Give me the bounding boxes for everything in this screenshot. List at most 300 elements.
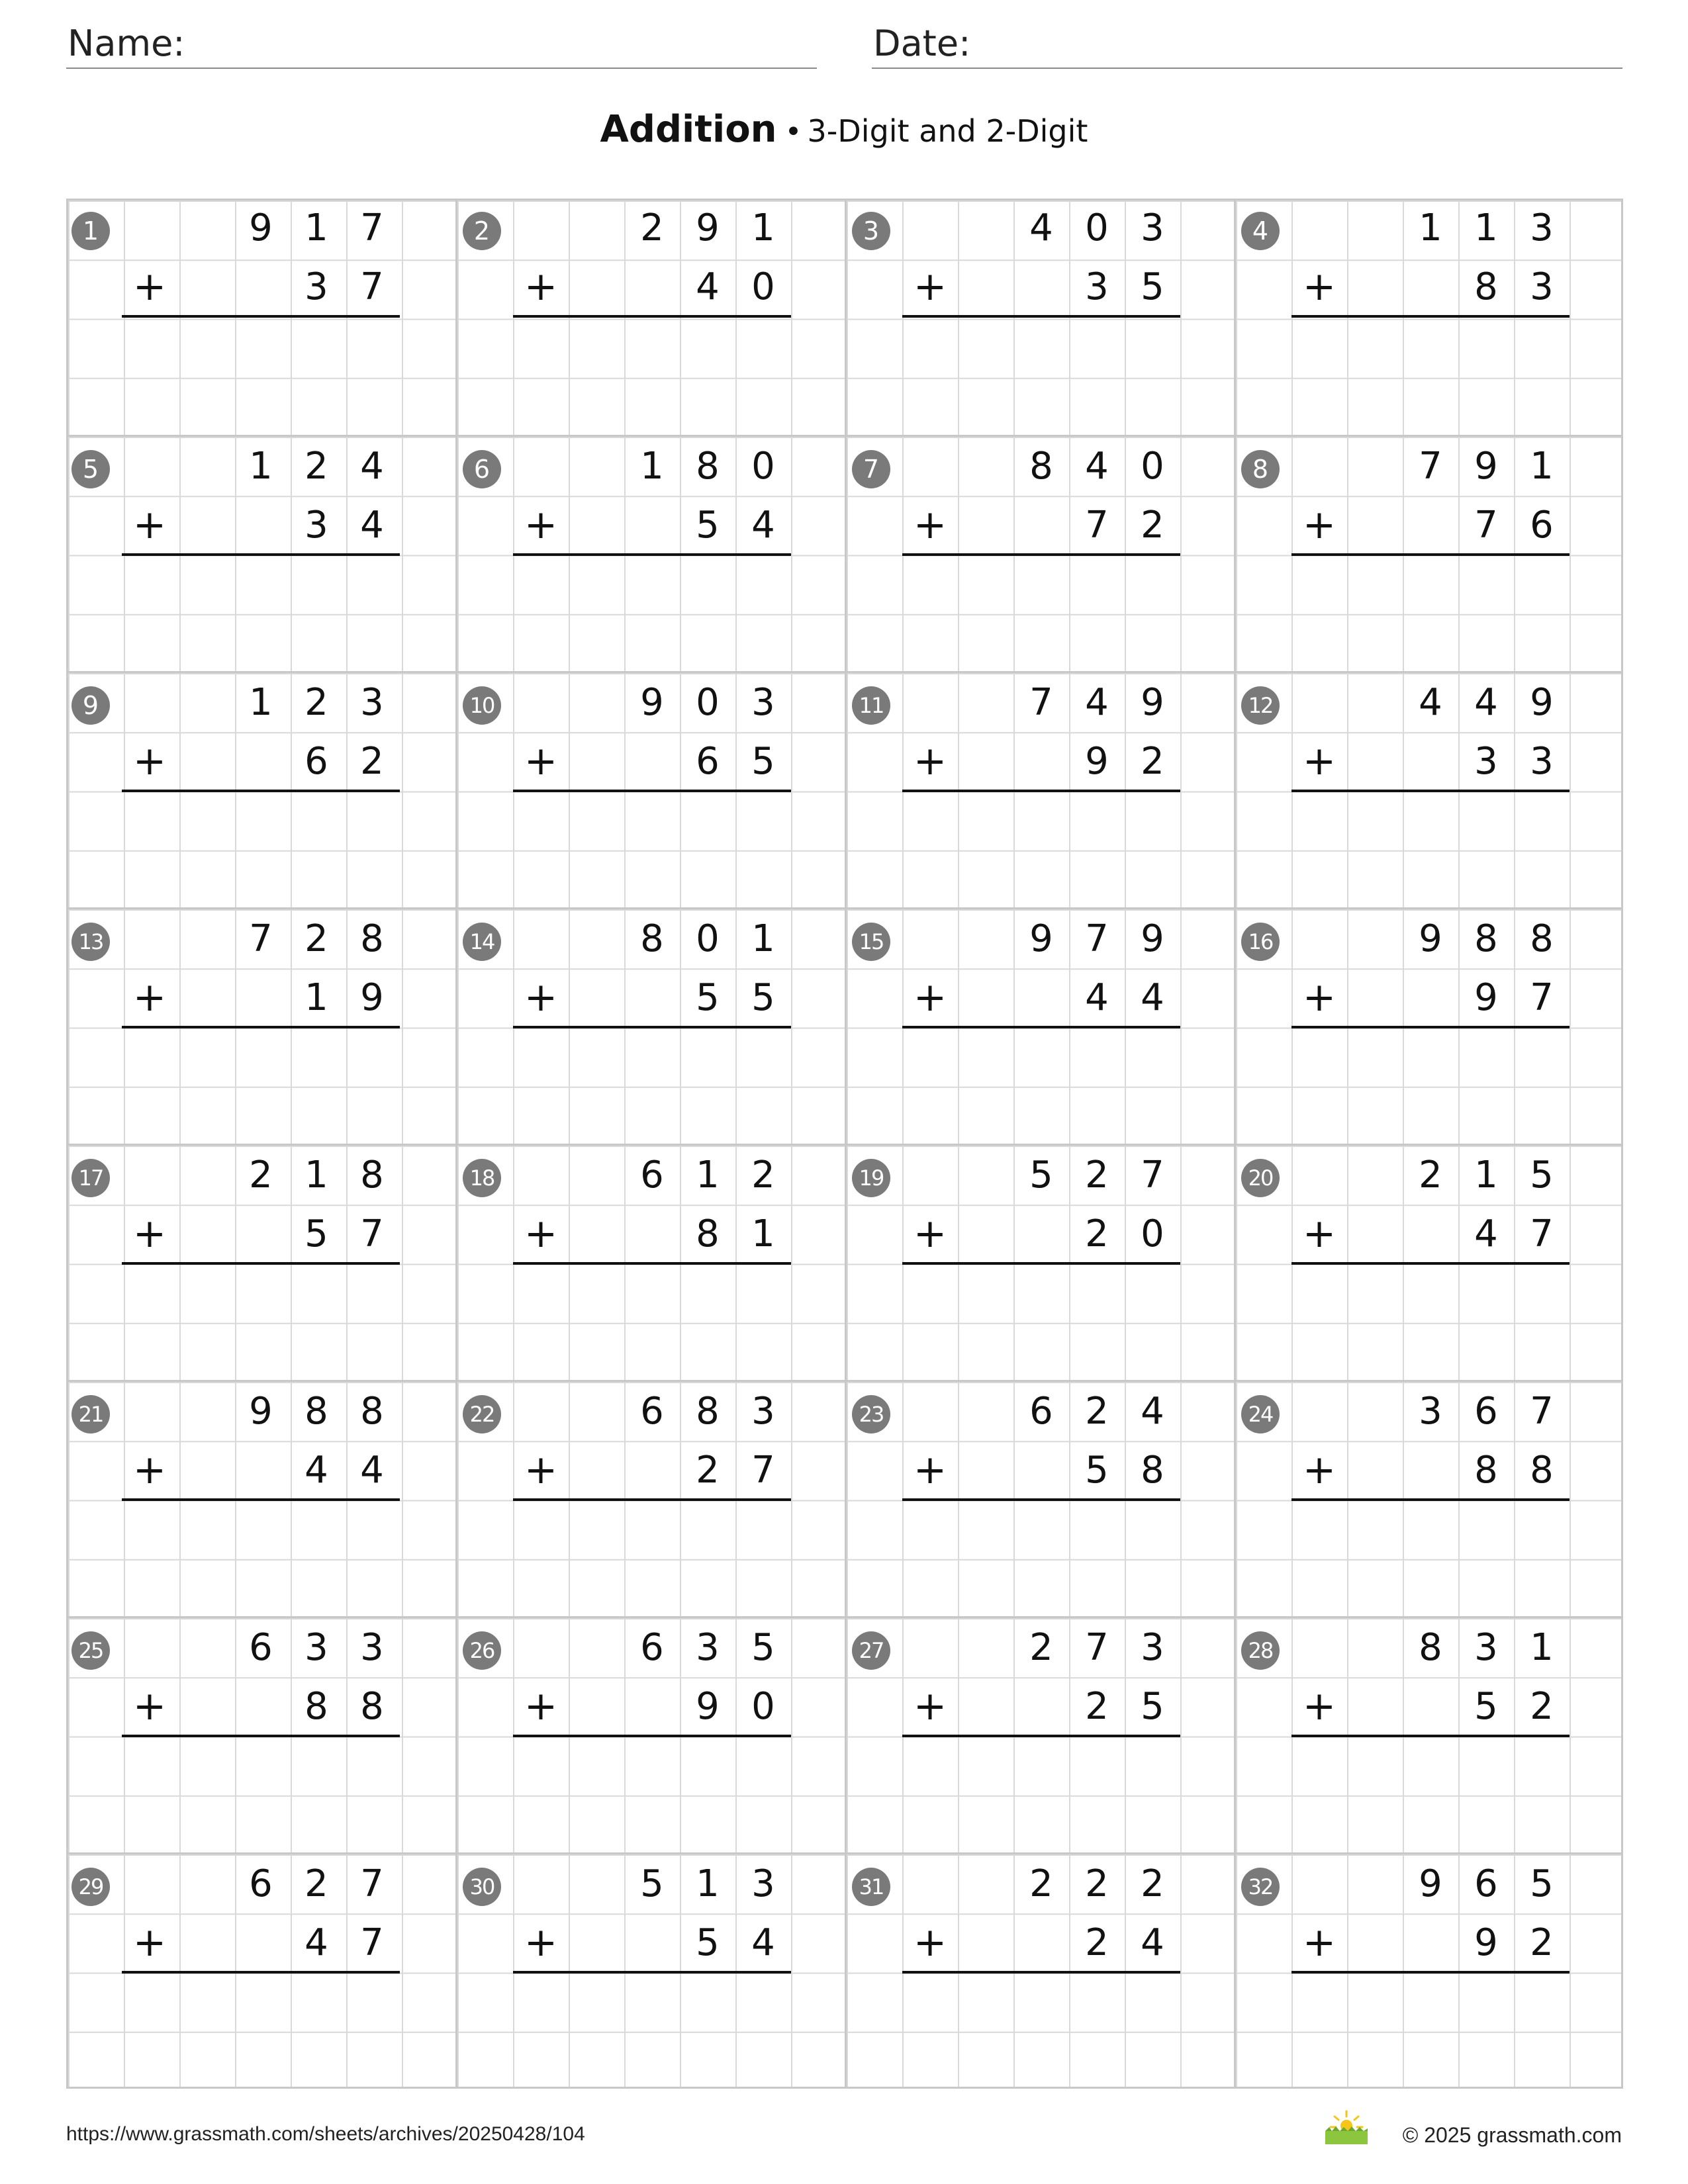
addend-top-digit: 1 bbox=[305, 206, 328, 250]
problem-number-badge: 29 bbox=[71, 1868, 110, 1906]
addend-top-digit: 7 bbox=[1530, 1390, 1554, 1433]
addend-bottom-digit: 3 bbox=[1530, 265, 1554, 309]
problem-17 bbox=[66, 1144, 455, 1380]
addend-bottom-digit: 3 bbox=[1474, 740, 1498, 784]
addend-top-digit: 1 bbox=[1530, 445, 1554, 488]
addend-bottom-digit: 5 bbox=[1141, 1685, 1164, 1729]
answer-line bbox=[122, 553, 400, 556]
problem-number-badge: 15 bbox=[852, 923, 890, 961]
plus-sign: + bbox=[913, 1447, 947, 1494]
addend-top-digit: 8 bbox=[640, 917, 664, 960]
problem-number-badge: 8 bbox=[1241, 450, 1280, 488]
answer-line bbox=[902, 1026, 1180, 1028]
problem-21 bbox=[66, 1380, 455, 1616]
addend-top-digit: 4 bbox=[1085, 445, 1109, 488]
answer-line bbox=[122, 790, 400, 792]
addend-top-digit: 2 bbox=[305, 681, 328, 724]
addend-bottom-digit: 8 bbox=[1474, 265, 1498, 309]
problem-number-badge: 1 bbox=[71, 212, 110, 250]
plus-sign: + bbox=[913, 738, 947, 785]
name-label: Name: bbox=[68, 23, 185, 64]
answer-line bbox=[902, 553, 1180, 556]
addend-top-digit: 0 bbox=[1085, 206, 1109, 250]
answer-line bbox=[122, 1971, 400, 1974]
addend-bottom-digit: 2 bbox=[1141, 740, 1164, 784]
problem-number-badge: 24 bbox=[1241, 1395, 1280, 1433]
addend-top-digit: 4 bbox=[1474, 681, 1498, 724]
answer-line bbox=[902, 1262, 1180, 1265]
plus-sign: + bbox=[132, 974, 167, 1021]
addend-bottom-digit: 6 bbox=[1530, 504, 1554, 547]
addend-top-digit: 9 bbox=[1419, 1862, 1442, 1905]
addend-bottom-digit: 2 bbox=[1530, 1685, 1554, 1729]
addend-top-digit: 1 bbox=[1530, 1626, 1554, 1669]
addend-bottom-digit: 4 bbox=[751, 504, 775, 547]
problem-1 bbox=[66, 199, 455, 435]
problem-14 bbox=[455, 907, 845, 1144]
addend-bottom-digit: 0 bbox=[1141, 1212, 1164, 1256]
problem-number-badge: 6 bbox=[463, 450, 501, 488]
problem-number-badge: 26 bbox=[463, 1631, 501, 1670]
addend-top-digit: 4 bbox=[1029, 206, 1053, 250]
plus-sign: + bbox=[524, 738, 558, 785]
problem-number-badge: 30 bbox=[463, 1868, 501, 1906]
addend-bottom-digit: 0 bbox=[751, 265, 775, 309]
problem-30 bbox=[455, 1852, 845, 2089]
addend-bottom-digit: 2 bbox=[1085, 1685, 1109, 1729]
plus-sign: + bbox=[913, 1210, 947, 1257]
addend-top-digit: 4 bbox=[1141, 1390, 1164, 1433]
addend-top-digit: 2 bbox=[1029, 1862, 1053, 1905]
addend-top-digit: 1 bbox=[1419, 206, 1442, 250]
problem-number-badge: 20 bbox=[1241, 1159, 1280, 1197]
addend-bottom-digit: 3 bbox=[1085, 265, 1109, 309]
addend-bottom-digit: 5 bbox=[751, 976, 775, 1020]
plus-sign: + bbox=[132, 738, 167, 785]
answer-line bbox=[1291, 1971, 1570, 1974]
problem-12 bbox=[1234, 671, 1623, 907]
addend-bottom-digit: 7 bbox=[360, 1921, 384, 1965]
addend-top-digit: 5 bbox=[640, 1862, 664, 1905]
answer-line bbox=[1291, 1026, 1570, 1028]
addend-top-digit: 3 bbox=[305, 1626, 328, 1669]
addend-top-digit: 1 bbox=[249, 445, 273, 488]
addend-top-digit: 3 bbox=[1474, 1626, 1498, 1669]
addend-bottom-digit: 8 bbox=[1474, 1449, 1498, 1492]
problem-number-badge: 13 bbox=[71, 923, 110, 961]
problem-number-badge: 7 bbox=[852, 450, 890, 488]
addend-top-digit: 8 bbox=[1530, 917, 1554, 960]
problem-2 bbox=[455, 199, 845, 435]
plus-sign: + bbox=[524, 1447, 558, 1494]
addend-bottom-digit: 4 bbox=[305, 1449, 328, 1492]
addend-top-digit: 4 bbox=[1419, 681, 1442, 724]
addend-top-digit: 8 bbox=[696, 1390, 720, 1433]
plus-sign: + bbox=[913, 263, 947, 310]
problem-25 bbox=[66, 1616, 455, 1852]
addend-top-digit: 9 bbox=[1141, 681, 1164, 724]
addend-bottom-digit: 8 bbox=[360, 1685, 384, 1729]
plus-sign: + bbox=[1302, 1447, 1336, 1494]
problem-number-badge: 11 bbox=[852, 686, 890, 725]
grass-sun-logo-icon bbox=[1323, 2109, 1370, 2146]
addend-top-digit: 2 bbox=[305, 1862, 328, 1905]
addend-top-digit: 6 bbox=[1029, 1390, 1053, 1433]
plus-sign: + bbox=[1302, 502, 1336, 549]
addend-bottom-digit: 5 bbox=[1474, 1685, 1498, 1729]
answer-line bbox=[1291, 1735, 1570, 1737]
problem-9 bbox=[66, 671, 455, 907]
addend-bottom-digit: 4 bbox=[751, 1921, 775, 1965]
addend-top-digit: 3 bbox=[751, 1390, 775, 1433]
answer-line bbox=[902, 1735, 1180, 1737]
addend-bottom-digit: 2 bbox=[360, 740, 384, 784]
addend-top-digit: 9 bbox=[1029, 917, 1053, 960]
plus-sign: + bbox=[1302, 1919, 1336, 1966]
answer-line bbox=[513, 1262, 791, 1265]
plus-sign: + bbox=[132, 1447, 167, 1494]
addend-bottom-digit: 8 bbox=[1141, 1449, 1164, 1492]
addend-bottom-digit: 5 bbox=[696, 1921, 720, 1965]
plus-sign: + bbox=[524, 1210, 558, 1257]
addend-bottom-digit: 3 bbox=[305, 504, 328, 547]
plus-sign: + bbox=[1302, 974, 1336, 1021]
addend-top-digit: 2 bbox=[1085, 1390, 1109, 1433]
name-field[interactable] bbox=[66, 20, 817, 69]
addend-bottom-digit: 9 bbox=[360, 976, 384, 1020]
addend-bottom-digit: 6 bbox=[696, 740, 720, 784]
addend-top-digit: 7 bbox=[1419, 445, 1442, 488]
answer-line bbox=[513, 1498, 791, 1501]
plus-sign: + bbox=[524, 1919, 558, 1966]
plus-sign: + bbox=[1302, 263, 1336, 310]
problem-29 bbox=[66, 1852, 455, 2089]
addend-top-digit: 4 bbox=[360, 445, 384, 488]
addend-top-digit: 3 bbox=[1419, 1390, 1442, 1433]
plus-sign: + bbox=[913, 1919, 947, 1966]
addend-bottom-digit: 4 bbox=[305, 1921, 328, 1965]
addend-top-digit: 6 bbox=[640, 1390, 664, 1433]
addend-top-digit: 1 bbox=[696, 1862, 720, 1905]
answer-line bbox=[1291, 315, 1570, 318]
addend-bottom-digit: 5 bbox=[305, 1212, 328, 1256]
problem-3 bbox=[845, 199, 1234, 435]
addend-top-digit: 9 bbox=[1419, 917, 1442, 960]
answer-line bbox=[513, 1026, 791, 1028]
problem-13 bbox=[66, 907, 455, 1144]
addend-top-digit: 8 bbox=[360, 917, 384, 960]
addend-top-digit: 7 bbox=[360, 1862, 384, 1905]
addend-bottom-digit: 3 bbox=[305, 265, 328, 309]
addend-bottom-digit: 8 bbox=[305, 1685, 328, 1729]
problem-number-badge: 10 bbox=[463, 686, 501, 725]
answer-line bbox=[513, 315, 791, 318]
addend-bottom-digit: 2 bbox=[1085, 1921, 1109, 1965]
addend-top-digit: 2 bbox=[1141, 1862, 1164, 1905]
addend-bottom-digit: 0 bbox=[751, 1685, 775, 1729]
addend-top-digit: 0 bbox=[696, 917, 720, 960]
addend-bottom-digit: 4 bbox=[360, 1449, 384, 1492]
problem-number-badge: 25 bbox=[71, 1631, 110, 1670]
answer-line bbox=[1291, 1262, 1570, 1265]
addend-top-digit: 4 bbox=[1085, 681, 1109, 724]
addend-bottom-digit: 9 bbox=[1474, 1921, 1498, 1965]
title-main: Addition bbox=[600, 108, 777, 151]
plus-sign: + bbox=[132, 1210, 167, 1257]
addend-top-digit: 7 bbox=[249, 917, 273, 960]
answer-line bbox=[1291, 1498, 1570, 1501]
addend-bottom-digit: 7 bbox=[360, 265, 384, 309]
addend-top-digit: 2 bbox=[751, 1154, 775, 1197]
addend-top-digit: 9 bbox=[1530, 681, 1554, 724]
addend-bottom-digit: 7 bbox=[751, 1449, 775, 1492]
problem-number-badge: 28 bbox=[1241, 1631, 1280, 1670]
addend-top-digit: 1 bbox=[249, 681, 273, 724]
addend-top-digit: 1 bbox=[696, 1154, 720, 1197]
problem-4 bbox=[1234, 199, 1623, 435]
worksheet-grid bbox=[66, 199, 1623, 2089]
addend-top-digit: 5 bbox=[751, 1626, 775, 1669]
addend-top-digit: 6 bbox=[1474, 1390, 1498, 1433]
addend-bottom-digit: 1 bbox=[751, 1212, 775, 1256]
problem-31 bbox=[845, 1852, 1234, 2089]
addend-bottom-digit: 7 bbox=[1530, 1212, 1554, 1256]
addend-bottom-digit: 4 bbox=[696, 265, 720, 309]
problem-number-badge: 22 bbox=[463, 1395, 501, 1433]
addend-top-digit: 9 bbox=[640, 681, 664, 724]
addend-top-digit: 2 bbox=[305, 917, 328, 960]
addend-top-digit: 9 bbox=[1474, 445, 1498, 488]
plus-sign: + bbox=[1302, 1210, 1336, 1257]
addend-bottom-digit: 2 bbox=[696, 1449, 720, 1492]
plus-sign: + bbox=[132, 1919, 167, 1966]
problem-number-badge: 32 bbox=[1241, 1868, 1280, 1906]
addend-top-digit: 6 bbox=[1474, 1862, 1498, 1905]
answer-line bbox=[122, 1262, 400, 1265]
addend-top-digit: 8 bbox=[360, 1154, 384, 1197]
addend-bottom-digit: 2 bbox=[1085, 1212, 1109, 1256]
addend-top-digit: 8 bbox=[305, 1390, 328, 1433]
problem-26 bbox=[455, 1616, 845, 1852]
title-bullet: • bbox=[784, 115, 802, 149]
plus-sign: + bbox=[132, 502, 167, 549]
problem-number-badge: 2 bbox=[463, 212, 501, 250]
addend-top-digit: 2 bbox=[1085, 1154, 1109, 1197]
addend-bottom-digit: 5 bbox=[696, 504, 720, 547]
addend-bottom-digit: 4 bbox=[1474, 1212, 1498, 1256]
problem-7 bbox=[845, 435, 1234, 671]
worksheet-title bbox=[0, 103, 1688, 165]
addend-bottom-digit: 8 bbox=[1530, 1449, 1554, 1492]
addend-bottom-digit: 9 bbox=[1085, 740, 1109, 784]
addend-top-digit: 6 bbox=[249, 1626, 273, 1669]
addend-top-digit: 3 bbox=[360, 1626, 384, 1669]
problem-16 bbox=[1234, 907, 1623, 1144]
problem-11 bbox=[845, 671, 1234, 907]
problem-number-badge: 5 bbox=[71, 450, 110, 488]
answer-line bbox=[902, 790, 1180, 792]
problem-number-badge: 17 bbox=[71, 1159, 110, 1197]
problem-23 bbox=[845, 1380, 1234, 1616]
addend-top-digit: 1 bbox=[1474, 206, 1498, 250]
addend-top-digit: 3 bbox=[1141, 1626, 1164, 1669]
addend-top-digit: 7 bbox=[360, 206, 384, 250]
addend-top-digit: 2 bbox=[1029, 1626, 1053, 1669]
addend-top-digit: 7 bbox=[1029, 681, 1053, 724]
answer-line bbox=[902, 1498, 1180, 1501]
problem-number-badge: 27 bbox=[852, 1631, 890, 1670]
addend-top-digit: 9 bbox=[249, 206, 273, 250]
answer-line bbox=[122, 1498, 400, 1501]
problem-number-badge: 3 bbox=[852, 212, 890, 250]
problem-number-badge: 21 bbox=[71, 1395, 110, 1433]
addend-top-digit: 2 bbox=[305, 445, 328, 488]
addend-top-digit: 9 bbox=[696, 206, 720, 250]
footer-url: https://www.grassmath.com/sheets/archives/20250428/104 bbox=[66, 2123, 585, 2145]
answer-line bbox=[513, 1971, 791, 1974]
problem-number-badge: 18 bbox=[463, 1159, 501, 1197]
addend-bottom-digit: 4 bbox=[1141, 976, 1164, 1020]
addend-bottom-digit: 4 bbox=[360, 504, 384, 547]
footer-copyright: © 2025 grassmath.com bbox=[1402, 2123, 1622, 2147]
date-field[interactable] bbox=[872, 20, 1622, 69]
addend-top-digit: 3 bbox=[751, 1862, 775, 1905]
answer-line bbox=[513, 553, 791, 556]
addend-bottom-digit: 9 bbox=[696, 1685, 720, 1729]
addend-top-digit: 0 bbox=[1141, 445, 1164, 488]
addend-top-digit: 2 bbox=[1085, 1862, 1109, 1905]
addend-top-digit: 8 bbox=[1474, 917, 1498, 960]
problem-6 bbox=[455, 435, 845, 671]
addend-top-digit: 0 bbox=[751, 445, 775, 488]
problem-number-badge: 23 bbox=[852, 1395, 890, 1433]
addend-bottom-digit: 8 bbox=[696, 1212, 720, 1256]
addend-top-digit: 3 bbox=[751, 681, 775, 724]
title-subtitle: 3-Digit and 2-Digit bbox=[807, 113, 1088, 149]
plus-sign: + bbox=[524, 974, 558, 1021]
problem-number-badge: 31 bbox=[852, 1868, 890, 1906]
addend-bottom-digit: 5 bbox=[751, 740, 775, 784]
problem-8 bbox=[1234, 435, 1623, 671]
addend-bottom-digit: 4 bbox=[1141, 1921, 1164, 1965]
problem-number-badge: 4 bbox=[1241, 212, 1280, 250]
addend-top-digit: 3 bbox=[1141, 206, 1164, 250]
addend-top-digit: 1 bbox=[751, 917, 775, 960]
addend-top-digit: 2 bbox=[640, 206, 664, 250]
addend-bottom-digit: 5 bbox=[696, 976, 720, 1020]
addend-top-digit: 9 bbox=[1141, 917, 1164, 960]
addend-top-digit: 8 bbox=[360, 1390, 384, 1433]
addend-top-digit: 9 bbox=[249, 1390, 273, 1433]
answer-line bbox=[1291, 790, 1570, 792]
addend-top-digit: 8 bbox=[1419, 1626, 1442, 1669]
addend-top-digit: 0 bbox=[696, 681, 720, 724]
plus-sign: + bbox=[913, 502, 947, 549]
problem-number-badge: 19 bbox=[852, 1159, 890, 1197]
answer-line bbox=[902, 315, 1180, 318]
addend-top-digit: 2 bbox=[1419, 1154, 1442, 1197]
addend-bottom-digit: 5 bbox=[1085, 1449, 1109, 1492]
addend-top-digit: 1 bbox=[751, 206, 775, 250]
addend-top-digit: 8 bbox=[696, 445, 720, 488]
problem-number-badge: 16 bbox=[1241, 923, 1280, 961]
addend-top-digit: 5 bbox=[1530, 1862, 1554, 1905]
plus-sign: + bbox=[913, 974, 947, 1021]
addend-top-digit: 2 bbox=[249, 1154, 273, 1197]
problem-19 bbox=[845, 1144, 1234, 1380]
addend-bottom-digit: 9 bbox=[1474, 976, 1498, 1020]
addend-bottom-digit: 7 bbox=[1474, 504, 1498, 547]
problem-number-badge: 9 bbox=[71, 686, 110, 725]
addend-top-digit: 6 bbox=[249, 1862, 273, 1905]
problem-15 bbox=[845, 907, 1234, 1144]
problem-20 bbox=[1234, 1144, 1623, 1380]
plus-sign: + bbox=[132, 263, 167, 310]
addend-bottom-digit: 3 bbox=[1530, 740, 1554, 784]
problem-27 bbox=[845, 1616, 1234, 1852]
problem-28 bbox=[1234, 1616, 1623, 1852]
addend-top-digit: 1 bbox=[640, 445, 664, 488]
plus-sign: + bbox=[524, 502, 558, 549]
plus-sign: + bbox=[913, 1683, 947, 1730]
answer-line bbox=[513, 790, 791, 792]
addend-bottom-digit: 4 bbox=[1085, 976, 1109, 1020]
answer-line bbox=[122, 1026, 400, 1028]
addend-bottom-digit: 6 bbox=[305, 740, 328, 784]
addend-bottom-digit: 7 bbox=[1085, 504, 1109, 547]
addend-bottom-digit: 2 bbox=[1530, 1921, 1554, 1965]
problem-5 bbox=[66, 435, 455, 671]
addend-top-digit: 7 bbox=[1085, 917, 1109, 960]
problem-number-badge: 14 bbox=[463, 923, 501, 961]
addend-bottom-digit: 7 bbox=[1530, 976, 1554, 1020]
addend-top-digit: 3 bbox=[1530, 206, 1554, 250]
addend-top-digit: 1 bbox=[305, 1154, 328, 1197]
answer-line bbox=[902, 1971, 1180, 1974]
addend-top-digit: 8 bbox=[1029, 445, 1053, 488]
addend-top-digit: 5 bbox=[1530, 1154, 1554, 1197]
problem-32 bbox=[1234, 1852, 1623, 2089]
date-label: Date: bbox=[873, 23, 971, 64]
plus-sign: + bbox=[132, 1683, 167, 1730]
addend-top-digit: 5 bbox=[1029, 1154, 1053, 1197]
answer-line bbox=[122, 1735, 400, 1737]
plus-sign: + bbox=[524, 263, 558, 310]
problem-10 bbox=[455, 671, 845, 907]
plus-sign: + bbox=[524, 1683, 558, 1730]
problem-18 bbox=[455, 1144, 845, 1380]
plus-sign: + bbox=[1302, 738, 1336, 785]
answer-line bbox=[513, 1735, 791, 1737]
answer-line bbox=[1291, 553, 1570, 556]
addend-top-digit: 6 bbox=[640, 1626, 664, 1669]
addend-bottom-digit: 5 bbox=[1141, 265, 1164, 309]
addend-bottom-digit: 7 bbox=[360, 1212, 384, 1256]
problem-number-badge: 12 bbox=[1241, 686, 1280, 725]
addend-top-digit: 7 bbox=[1085, 1626, 1109, 1669]
plus-sign: + bbox=[1302, 1683, 1336, 1730]
addend-bottom-digit: 2 bbox=[1141, 504, 1164, 547]
addend-bottom-digit: 1 bbox=[305, 976, 328, 1020]
problem-24 bbox=[1234, 1380, 1623, 1616]
addend-top-digit: 3 bbox=[696, 1626, 720, 1669]
addend-top-digit: 1 bbox=[1474, 1154, 1498, 1197]
problem-22 bbox=[455, 1380, 845, 1616]
addend-top-digit: 3 bbox=[360, 681, 384, 724]
addend-top-digit: 6 bbox=[640, 1154, 664, 1197]
answer-line bbox=[122, 315, 400, 318]
addend-top-digit: 7 bbox=[1141, 1154, 1164, 1197]
